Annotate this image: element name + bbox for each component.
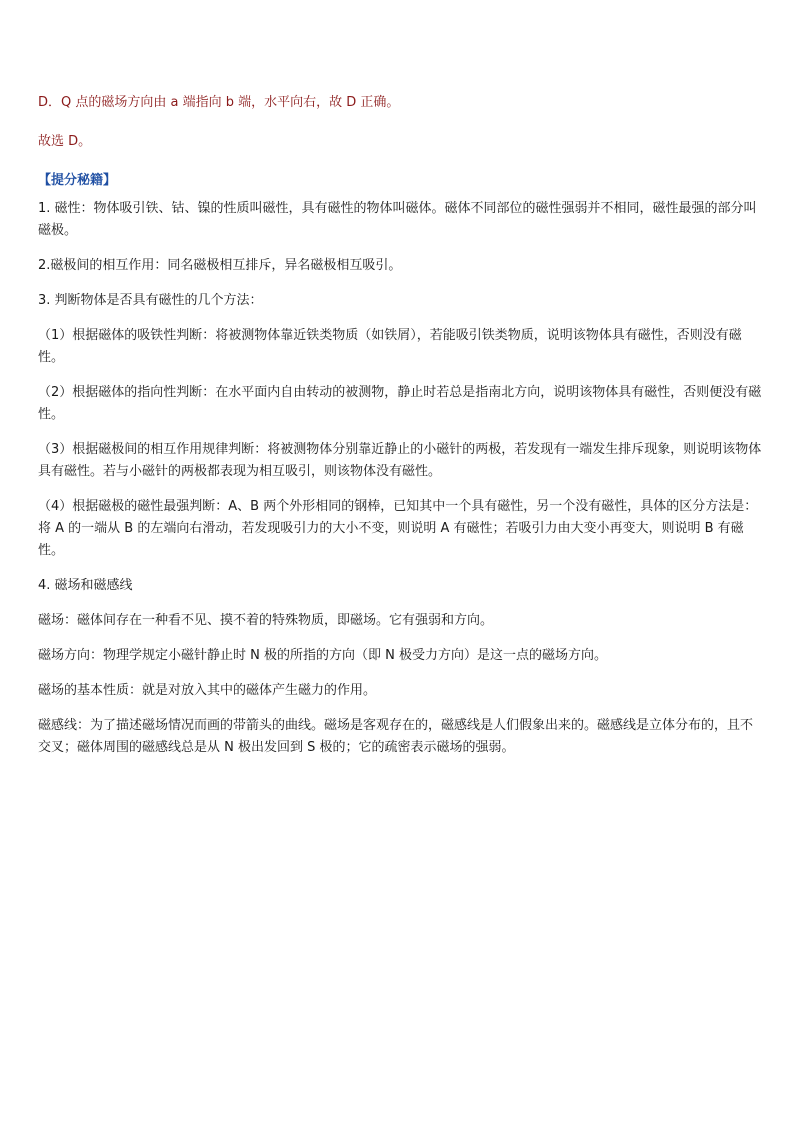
field-property: 磁场的基本性质：就是对放入其中的磁体产生磁力的作用。 <box>38 683 377 698</box>
method-4: （4）根据磁极的磁性最强判断：A、B 两个外形相同的钢棒，已知其中一个具有磁性，另一个没有磁性，具体的区分方法是：将 A 的一端从 B 的左端向右滑动，若发现吸引力的大小不变，则说明 A 有磁性；若吸引力由大变小再变大，则说明 B 有磁性。 <box>38 499 758 558</box>
method-3: （3）根据磁极间的相互作用规律判断：将被测物体分别靠近静止的小磁针的两极，若发现有一端发生排斥现象，则说明该物体具有磁性。若与小磁针的两极都表现为相互吸引，则该物体没有磁性。 <box>38 442 762 479</box>
answer-choice: 故选 D。 <box>38 134 92 149</box>
answer-option-d: D．Q 点的磁场方向由 a 端指向 b 端，水平向右，故 D 正确。 <box>38 95 400 110</box>
field-direction: 磁场方向：物理学规定小磁针静止时 N 极的所指的方向（即 N 极受力方向）是这一点的磁场方向。 <box>38 648 607 663</box>
document-body <box>38 92 764 759</box>
point-magnetism: 1. 磁性：物体吸引铁、钴、镍的性质叫磁性，具有磁性的物体叫磁体。磁体不同部位的磁性强弱并不相同，磁性最强的部分叫磁极。 <box>38 201 757 238</box>
point-pole-interaction: 2.磁极间的相互作用：同名磁极相互排斥，异名磁极相互吸引。 <box>38 258 402 273</box>
method-2: （2）根据磁体的指向性判断：在水平面内自由转动的被测物，静止时若总是指南北方向，说明该物体具有磁性，否则便没有磁性。 <box>38 385 762 422</box>
point-field-title: 4. 磁场和磁感线 <box>38 578 133 593</box>
method-1: （1）根据磁体的吸铁性判断：将被测物体靠近铁类物质（如铁屑），若能吸引铁类物质，说明该物体具有磁性，否则没有磁性。 <box>38 328 742 365</box>
field-definition: 磁场：磁体间存在一种看不见、摸不着的特殊物质，即磁场。它有强弱和方向。 <box>38 613 494 628</box>
point-methods-title: 3. 判断物体是否具有磁性的几个方法： <box>38 293 263 308</box>
section-heading: 【提分秘籍】 <box>38 173 117 188</box>
field-lines: 磁感线：为了描述磁场情况而画的带箭头的曲线。磁场是客观存在的，磁感线是人们假象出来的。磁感线是立体分布的，且不交叉；磁体周围的磁感线总是从 N 极出发回到 S 极的；它的疏密表示磁场的强弱。 <box>38 718 754 755</box>
